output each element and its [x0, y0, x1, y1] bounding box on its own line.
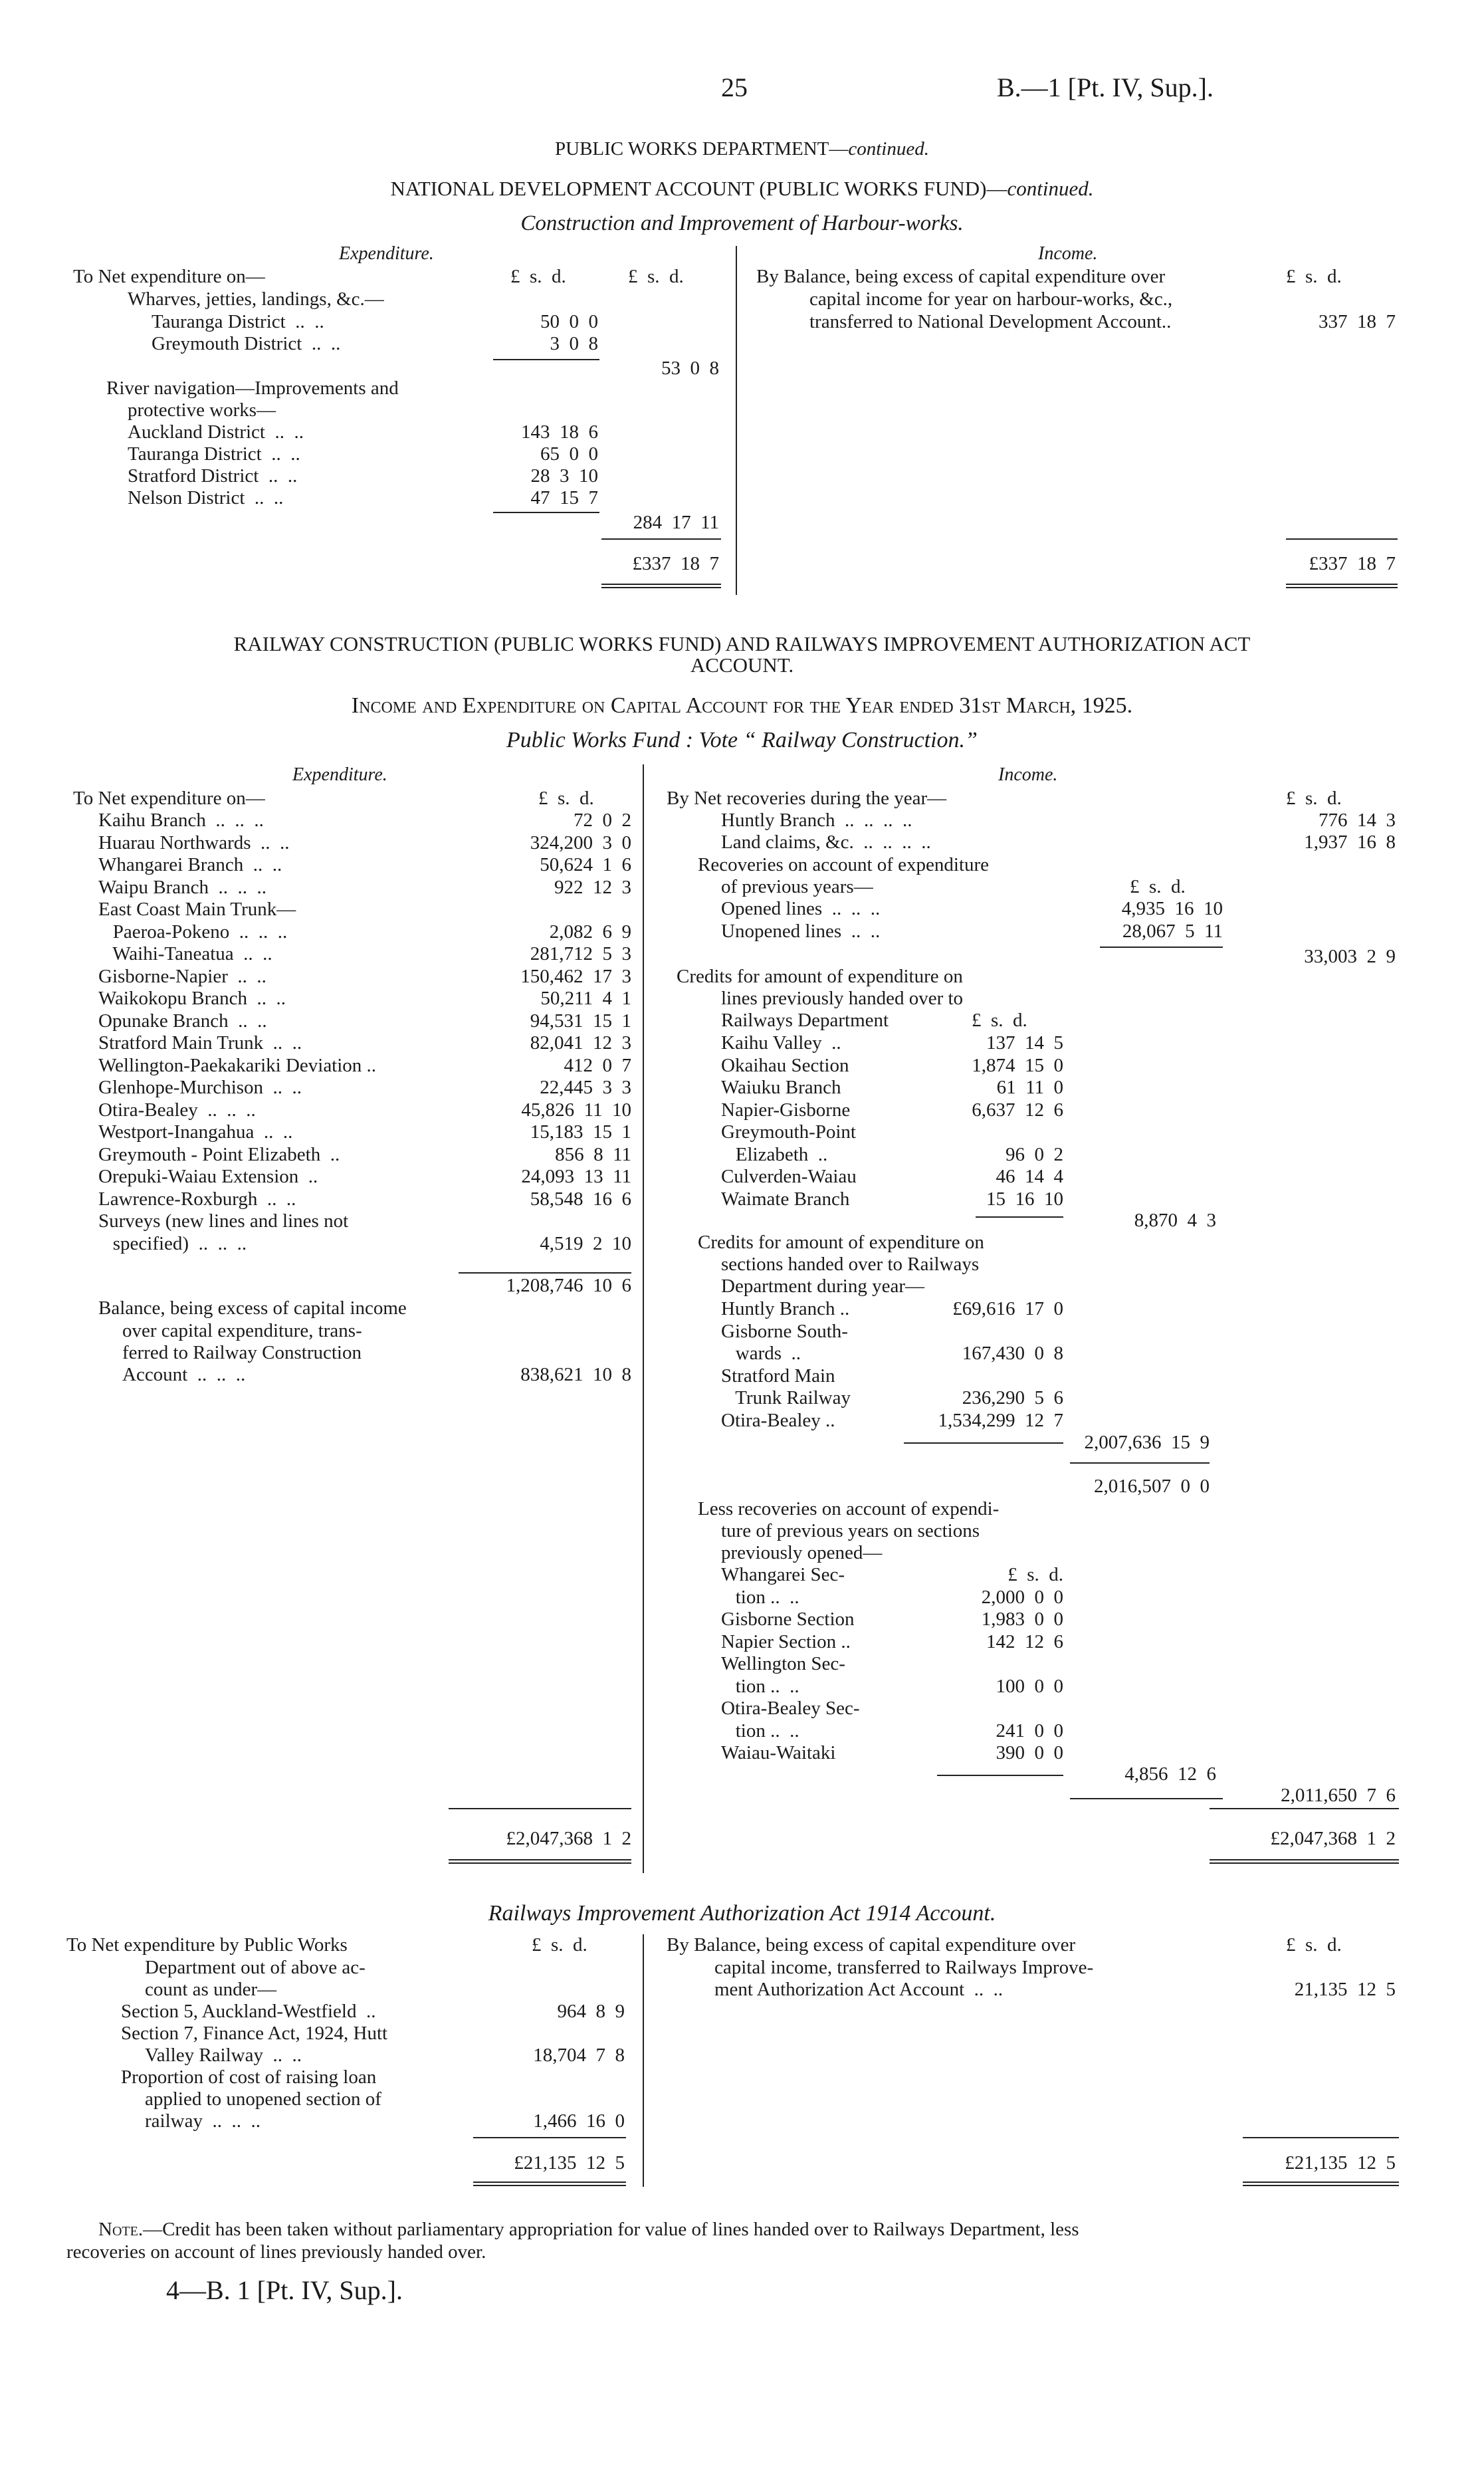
row-label: Waiau-Waitaki: [721, 1742, 836, 1763]
double-rule: [1286, 584, 1398, 588]
row-label: Auckland District .. ..: [128, 421, 304, 443]
row-label: Whangarei Sec-: [721, 1564, 845, 1585]
row-label: Orepuki-Waiau Extension ..: [98, 1166, 318, 1187]
double-rule: [1243, 2182, 1399, 2186]
row-value: 142 12 6: [986, 1630, 1063, 1652]
double-rule: [601, 584, 721, 588]
row-value: £69,616 17 0: [952, 1298, 1063, 1319]
row-label: Whangarei Branch .. ..: [98, 854, 282, 875]
row-label: Surveys (new lines and lines not: [98, 1210, 349, 1232]
row-value: 50 0 0: [540, 311, 598, 332]
row-label: Recoveries on account of expenditure: [698, 854, 990, 875]
row-value: 241 0 0: [996, 1720, 1063, 1741]
row-label: Railways Department: [721, 1010, 889, 1031]
row-label: To Net expenditure by Public Works: [66, 1934, 348, 1956]
subtotal: 1,208,746 10 6: [506, 1275, 631, 1296]
row-label: capital income, transferred to Railways Improve-: [714, 1957, 1094, 1978]
rule: [937, 1775, 1063, 1776]
rule: [976, 1216, 1063, 1218]
row-label: By Net recoveries during the year—: [667, 788, 947, 809]
row-value: 390 0 0: [996, 1742, 1063, 1763]
row-label: Credits for amount of expenditure on: [698, 1232, 984, 1253]
document-reference: B.—1 [Pt. IV, Sup.].: [997, 72, 1214, 102]
row-value: 72 0 2: [574, 810, 631, 831]
row-label: East Coast Main Trunk—: [98, 899, 296, 920]
row-label: Stratford District .. ..: [128, 465, 298, 487]
row-label: wards ..: [721, 1343, 801, 1364]
row-value: 65 0 0: [540, 443, 598, 465]
row-label: Glenhope-Murchison .. ..: [98, 1077, 302, 1098]
row-label: transferred to National Development Account..: [809, 311, 1172, 332]
row-label: Huntly Branch .. .. .. ..: [721, 810, 912, 831]
expenditure-heading: Expenditure.: [339, 243, 434, 264]
column-divider: [643, 1934, 644, 2187]
row-value: 15,183 15 1: [530, 1121, 631, 1143]
row-label: specified) .. .. ..: [98, 1232, 247, 1254]
row-value: 45,826 11 10: [521, 1099, 631, 1121]
row-label: protective works—: [128, 399, 276, 421]
row-label: Proportion of cost of raising loan: [121, 2067, 377, 2088]
page-number: 25: [721, 72, 748, 102]
income-heading: Income.: [998, 764, 1058, 785]
col-header: £ s. d.: [1130, 876, 1186, 897]
row-label: Wharves, jetties, landings, &c.—: [128, 288, 384, 310]
double-rule: [1210, 1859, 1399, 1864]
row-value: 2,000 0 0: [981, 1586, 1063, 1608]
row-value: 776 14 3: [1319, 810, 1396, 831]
row-value: 236,290 5 6: [962, 1387, 1063, 1408]
row-label: tion .. ..: [721, 1586, 799, 1608]
subtotal: 284 17 11: [633, 512, 719, 533]
rule: [1210, 1808, 1399, 1809]
row-value: 61 11 0: [996, 1077, 1063, 1098]
rule: [1100, 947, 1223, 948]
col-header: £ s. d.: [628, 266, 684, 287]
row-label: Westport-Inangahua .. ..: [98, 1121, 293, 1143]
row-value: 4,935 16 10: [1121, 898, 1223, 919]
rule: [493, 359, 599, 360]
dept-title: PUBLIC WORKS DEPARTMENT—continued.: [555, 138, 929, 160]
row-label: Opened lines .. .. ..: [721, 898, 881, 919]
rule: [1070, 1462, 1210, 1464]
column-divider: [736, 246, 737, 595]
balance-line: over capital expenditure, trans-: [122, 1320, 362, 1341]
row-label: By Balance, being excess of capital expenditure over: [756, 266, 1166, 287]
row-label: Wellington Sec-: [721, 1653, 845, 1674]
row-label: Greymouth-Point: [721, 1121, 856, 1143]
subtotal: 4,856 12 6: [1124, 1763, 1216, 1785]
row-label: Huntly Branch ..: [721, 1298, 850, 1319]
income-heading: Income.: [1038, 243, 1098, 264]
row-value: 281,712 5 3: [530, 943, 631, 964]
row-value: 412 0 7: [564, 1054, 631, 1076]
row-label: Section 5, Auckland-Westfield ..: [121, 2001, 376, 2022]
row-label: Section 7, Finance Act, 1924, Hutt: [121, 2023, 388, 2044]
row-label: ment Authorization Act Account .. ..: [714, 1979, 1004, 2000]
row-value: 150,462 17 3: [520, 965, 631, 987]
row-label: Kaihu Branch .. .. ..: [98, 810, 264, 831]
total: £2,047,368 1 2: [506, 1828, 631, 1849]
balance-value: 838,621 10 8: [520, 1364, 631, 1385]
row-label: Greymouth District .. ..: [152, 333, 341, 354]
column-divider: [643, 764, 644, 1873]
note-text: Note.—Credit has been taken without parliamentary appropriation for value of lines handed over to Railways Department, less: [98, 2219, 1079, 2240]
row-value: 96 0 2: [1006, 1143, 1063, 1165]
total: £337 18 7: [1309, 553, 1396, 574]
row-label: Gisborne South-: [721, 1320, 848, 1342]
row-label: previously opened—: [721, 1542, 883, 1563]
rule: [1286, 538, 1398, 540]
row-label: tion .. ..: [721, 1720, 799, 1741]
rule: [1243, 2137, 1399, 2138]
row-label: sections handed over to Railways: [721, 1254, 980, 1275]
total: £337 18 7: [632, 553, 719, 574]
row-label: Unopened lines .. ..: [721, 921, 881, 942]
row-value: 82,041 12 3: [530, 1032, 631, 1054]
row-value: 50,624 1 6: [540, 854, 631, 875]
subtotal: 2,007,636 15 9: [1084, 1432, 1210, 1453]
rule: [473, 2137, 626, 2138]
row-label: Kaihu Valley ..: [721, 1032, 841, 1054]
row-value: 1,534,299 12 7: [938, 1409, 1063, 1431]
row-label: Nelson District .. ..: [128, 487, 284, 508]
row-label: tion .. ..: [721, 1675, 799, 1697]
balance-line: Balance, being excess of capital income: [98, 1297, 407, 1319]
row-value: 46 14 4: [996, 1166, 1063, 1187]
row-value: 28,067 5 11: [1122, 921, 1223, 942]
col-header: £ s. d.: [972, 1010, 1027, 1031]
row-value: 18,704 7 8: [533, 2045, 625, 2066]
row-value: 47 15 7: [530, 487, 598, 508]
total: £21,135 12 5: [514, 2152, 625, 2174]
balance-line: ferred to Railway Construction: [122, 1342, 362, 1363]
row-label: Napier-Gisborne: [721, 1099, 851, 1121]
row-label: Okaihau Section: [721, 1054, 849, 1076]
riaa-title: Railways Improvement Authorization Act 1914 Account.: [488, 1901, 996, 1926]
row-value: 1,937 16 8: [1304, 832, 1396, 853]
row-value: 21,135 12 5: [1294, 1979, 1396, 2000]
row-label: Wellington-Paekakariki Deviation ..: [98, 1054, 377, 1076]
row-value: 856 8 11: [555, 1143, 631, 1165]
net-total: 2,011,650 7 6: [1281, 1785, 1396, 1806]
footer-reference: 4—B. 1 [Pt. IV, Sup.].: [166, 2275, 403, 2305]
subtotal: 33,003 2 9: [1304, 946, 1396, 967]
balance-line: Account .. .. ..: [122, 1364, 246, 1385]
row-label: Lawrence-Roxburgh .. ..: [98, 1188, 296, 1210]
row-value: 24,093 13 11: [521, 1166, 631, 1187]
row-value: 2,082 6 9: [549, 921, 631, 943]
row-label: Huarau Northwards .. ..: [98, 832, 290, 853]
row-label: Department during year—: [721, 1276, 925, 1297]
rule: [601, 538, 721, 540]
railway-subtitle: Income and Expenditure on Capital Account for the Year ended 31st March, 1925.: [351, 693, 1133, 718]
col-header: £ s. d.: [532, 1934, 587, 1956]
railway-title-2: ACCOUNT.: [690, 653, 794, 677]
row-label: To Net expenditure on—: [73, 788, 265, 809]
row-label: Elizabeth ..: [721, 1143, 828, 1165]
row-value: 337 18 7: [1319, 311, 1396, 332]
double-rule: [449, 1859, 631, 1864]
row-label: Otira-Bealey .. .. ..: [98, 1099, 256, 1121]
total: £2,047,368 1 2: [1270, 1828, 1396, 1849]
row-label: River navigation—Improvements and: [106, 378, 399, 399]
row-label: By Balance, being excess of capital expenditure over: [667, 1934, 1076, 1956]
row-value: 922 12 3: [554, 876, 631, 898]
row-value: 1,874 15 0: [972, 1054, 1063, 1076]
row-label: Waipu Branch .. .. ..: [98, 876, 266, 898]
row-label: Greymouth - Point Elizabeth ..: [98, 1143, 340, 1165]
col-header: £ s. d.: [538, 788, 594, 809]
subtotal: 2,016,507 0 0: [1094, 1476, 1210, 1497]
row-label: Land claims, &c. .. .. .. ..: [721, 832, 931, 853]
subtotal: 53 0 8: [661, 358, 719, 379]
row-label: Stratford Main Trunk .. ..: [98, 1032, 302, 1054]
row-label: railway .. .. ..: [145, 2110, 261, 2132]
row-label: lines previously handed over to: [721, 988, 964, 1009]
row-label: applied to unopened section of: [145, 2088, 381, 2110]
row-label: Valley Railway .. ..: [145, 2045, 302, 2066]
row-label: of previous years—: [721, 876, 873, 897]
row-value: 167,430 0 8: [962, 1343, 1063, 1364]
row-label: Credits for amount of expenditure on: [677, 966, 963, 987]
col-header: £ s. d.: [1286, 788, 1342, 809]
row-value: 1,983 0 0: [981, 1609, 1063, 1630]
row-value: 324,200 3 0: [530, 832, 631, 853]
row-label: Trunk Railway: [721, 1387, 851, 1408]
row-value: 4,519 2 10: [540, 1232, 631, 1254]
row-value: 964 8 9: [557, 2001, 625, 2022]
row-value: 58,548 16 6: [530, 1188, 631, 1210]
vote-title: Public Works Fund : Vote “ Railway Construction.”: [506, 728, 978, 752]
row-label: Tauranga District .. ..: [152, 311, 324, 332]
row-value: 3 0 8: [550, 333, 598, 354]
row-value: 143 18 6: [521, 421, 598, 443]
row-label: count as under—: [145, 1979, 277, 2000]
double-rule: [473, 2182, 626, 2186]
row-label: Opunake Branch .. ..: [98, 1010, 267, 1032]
row-label: Otira-Bealey ..: [721, 1409, 835, 1431]
rule: [493, 512, 599, 513]
row-label: Culverden-Waiau: [721, 1166, 857, 1187]
row-label: Stratford Main: [721, 1365, 835, 1387]
row-value: 15 16 10: [986, 1188, 1063, 1210]
col-header: £ s. d.: [1286, 266, 1342, 287]
row-value: 28 3 10: [530, 465, 598, 487]
row-label: capital income for year on harbour-works, &c.,: [809, 288, 1173, 310]
subtotal: 8,870 4 3: [1134, 1210, 1216, 1231]
row-label: Tauranga District .. ..: [128, 443, 300, 465]
row-label: Department out of above ac-: [145, 1957, 366, 1978]
row-value: 50,211 4 1: [540, 988, 631, 1009]
row-value: 94,531 15 1: [530, 1010, 631, 1032]
railway-title: RAILWAY CONSTRUCTION (PUBLIC WORKS FUND) AND RAILWAYS IMPROVEMENT AUTHORIZATION ACT: [233, 632, 1251, 655]
row-value: 100 0 0: [996, 1675, 1063, 1697]
row-label: Waiuku Branch: [721, 1077, 841, 1098]
row-value: 137 14 5: [986, 1032, 1063, 1054]
rule: [459, 1272, 631, 1274]
row-label: Gisborne-Napier .. ..: [98, 965, 266, 987]
row-label: Waikokopu Branch .. ..: [98, 988, 286, 1009]
nda-title: NATIONAL DEVELOPMENT ACCOUNT (PUBLIC WORKS FUND)—continued.: [390, 177, 1094, 200]
row-label: Napier Section ..: [721, 1630, 851, 1652]
row-value: £ s. d.: [1007, 1564, 1063, 1585]
row-label: ture of previous years on sections: [721, 1520, 980, 1541]
row-label: Waimate Branch: [721, 1188, 850, 1210]
row-label: To Net expenditure on—: [73, 266, 265, 287]
row-label: Otira-Bealey Sec-: [721, 1698, 860, 1719]
row-value: 1,466 16 0: [533, 2110, 625, 2132]
harbour-title: Construction and Improvement of Harbour-works.: [520, 211, 964, 235]
row-value: 6,637 12 6: [972, 1099, 1063, 1121]
note-text-2: recoveries on account of lines previously handed over.: [66, 2241, 486, 2263]
row-label: Gisborne Section: [721, 1609, 855, 1630]
col-header: £ s. d.: [1286, 1934, 1342, 1956]
row-value: 22,445 3 3: [540, 1077, 631, 1098]
row-label: Paeroa-Pokeno .. .. ..: [98, 921, 288, 943]
rule: [449, 1808, 631, 1809]
expenditure-heading: Expenditure.: [292, 764, 387, 785]
row-label: Waihi-Taneatua .. ..: [98, 943, 272, 964]
total: £21,135 12 5: [1285, 2152, 1396, 2174]
row-label: Less recoveries on account of expendi-: [698, 1498, 1000, 1519]
col-header: £ s. d.: [510, 266, 566, 287]
